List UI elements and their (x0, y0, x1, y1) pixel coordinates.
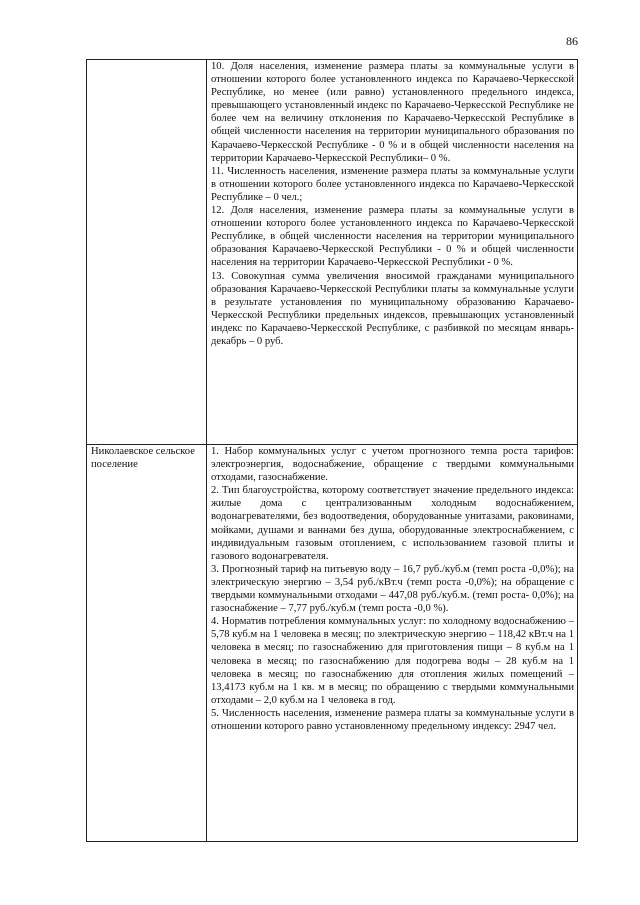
paragraph: 2. Тип благоустройства, которому соответствует значение предельного индекса: жилые дома с централизованным холодным водоснабжением, водонагревателями, без водоотведения, оборудованные унитазами, раковинами, мойками, душами и ваннами без душа, оборудованные электроснабжением, с индивидуальным газовым отоплением, с использованием газовой плиты и газового водонагревателя. (211, 485, 574, 562)
municipality-name: Николаевское сельское поселение (91, 446, 195, 471)
paragraph: 4. Норматив потребления коммунальных услуг: по холодному водоснабжению – 5,78 куб.м на 1 человека в месяц; по электрическую энергию – 118,42 кВт.ч на 1 человека в месяц; по газоснабжению для приготовления пищи – 8 куб.м на 1 человека в месяц; по газоснабжению для подогрева воды – 28 куб.м на 1 человека в месяц; по газоснабжению для отопления жилых помещений – 13,4173 куб.м на 1 кв. м в месяц; по обращению с твердыми коммунальными отходами – 2,0 куб.м на 1 человека в год. (211, 616, 574, 706)
municipality-cell (87, 445, 207, 842)
indices-table (86, 59, 578, 842)
paragraph: 10. Доля населения, изменение размера платы за коммунальные услуги в отношении которого более установленного индекса по Карачаево-Черкесской Республике, но менее (или равно) установленного предельного индекса, превышающего установленный индекс по Карачаево-Черкесской Республике не более чем на величину отклонения по Карачаево-Черкесской Республике в общей численности населения на территории муниципального образования по Карачаево-Черкесской Республике - 0 % и в общей численности населения на территории Карачаево-Черкесской Республики– 0 %. (211, 61, 574, 164)
paragraph: 12. Доля населения, изменение размера платы за коммунальные услуги в отношении которого более установленного индекса по Карачаево-Черкесской Республике, в общей численности населения на территории муниципального образования Карачаево-Черкесской Республики - 0 % и общей численности населения на территории Карачаево-Черкесской Республики - 0 %. (211, 205, 574, 269)
details-cell (207, 60, 578, 445)
table-row (87, 445, 578, 842)
table-row (87, 60, 578, 445)
page-number: 86 (566, 34, 578, 48)
paragraph: 5. Численность населения, изменение размера платы за коммунальные услуги в отношении которого равно установленному предельному индексу: 2947 чел. (211, 707, 574, 732)
paragraph: 1. Набор коммунальных услуг с учетом прогнозного темпа роста тарифов: электроэнергия, водоснабжение, обращение с твердыми коммунальными отходами, газоснабжение. (211, 446, 574, 484)
paragraph: 11. Численность населения, изменение размера платы за коммунальные услуги в отношении которого более установленного индекса по Карачаево-Черкесской Республике – 0 чел.; (211, 165, 574, 203)
details-cell (207, 445, 578, 842)
paragraph: 13. Совокупная сумма увеличения вносимой гражданами муниципального образования Карачаево-Черкесской Республики платы за коммунальные услуги в результате установления по муниципальному образованию Карачаево-Черкесской Республики предельных индексов, превышающих установленный индекс по Карачаево-Черкесской Республике, с разбивкой по месяцам январь-декабрь – 0 руб. (211, 270, 574, 347)
paragraph: 3. Прогнозный тариф на питьевую воду – 16,7 руб./куб.м (темп роста -0,0%); на электрическую энергию – 3,54 руб./кВт.ч (темп роста -0,0%); на обращение с твердыми коммунальными отходами – 447,08 руб./куб.м. (темп роста- 0,0%); на газоснабжение – 7,77 руб./куб.м (темп роста -0,0 %). (211, 563, 574, 615)
municipality-cell (87, 60, 207, 445)
